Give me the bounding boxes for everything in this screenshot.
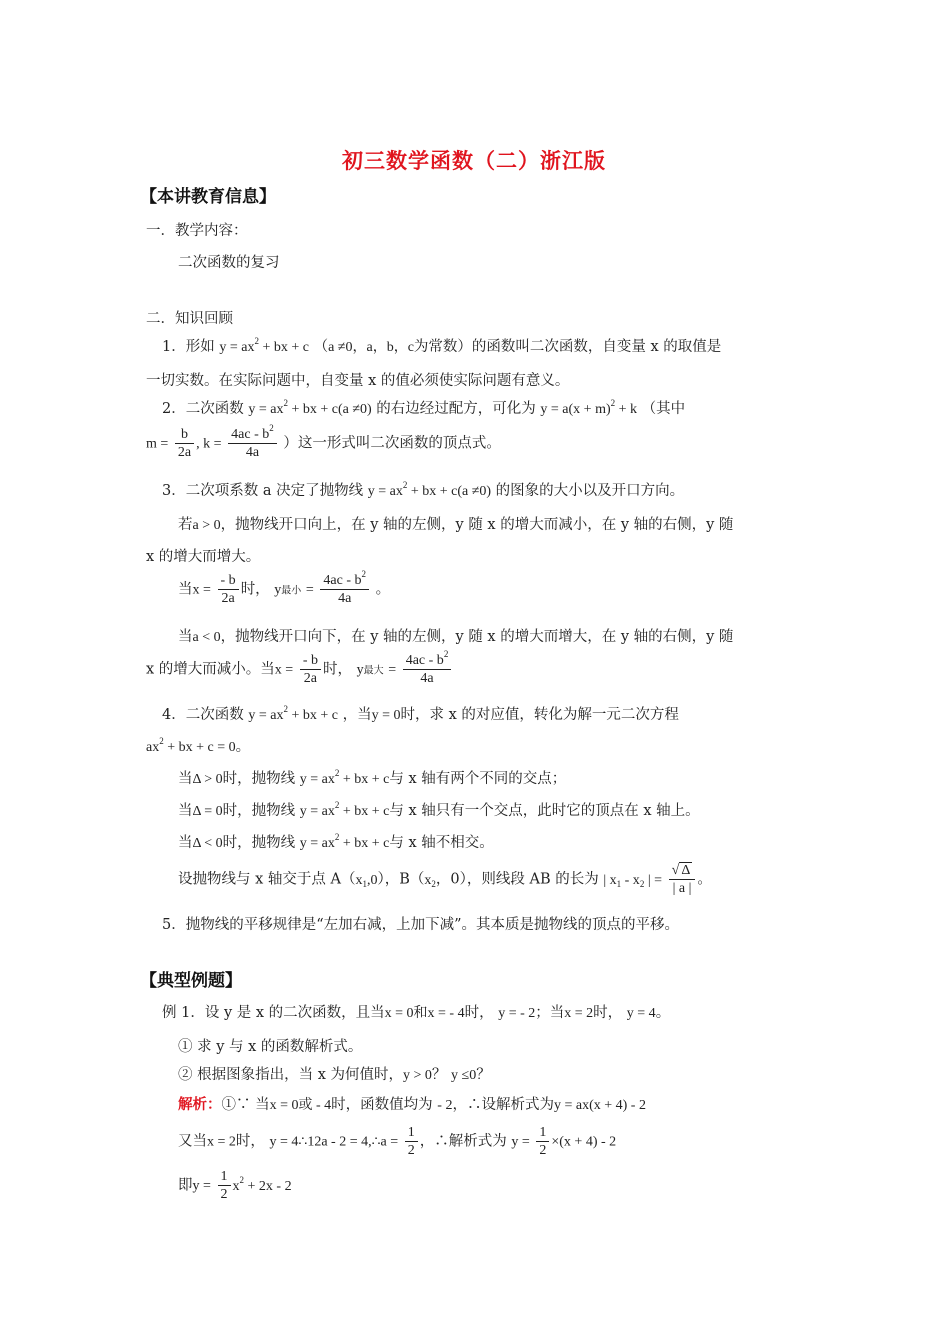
solution-line-1: 解析：①∵ 当x = 0或 - 4时，函数值均为 - 2，∴设解析式为y = ax(x + 4) - 2: [178, 1096, 646, 1113]
item-3-line-4: 当x = $\frac{- b}{2a}$ 时， y最小 = $\frac{4ac - b^2}{4a}$ 。: [178, 569, 391, 606]
content-text: 二次函数的复习: [178, 255, 280, 271]
fraction-one-half: $\frac{1}{2}$: [405, 1124, 418, 1159]
fraction-one-half-3: $\frac{1}{2}$: [218, 1168, 231, 1203]
example-1-question-2: ② 根据图象指出，当 x 为何值时，y > 0？ y ≤0？: [178, 1067, 491, 1083]
fraction-k: $\frac{4ac - b^2}{4a}$: [228, 426, 277, 461]
solution-line-2: 又当x = 2时， y = 4∴12a - 2 = 4,∴a = $\frac{1}{2}$ ，∴解析式为 y = $\frac{1}{2}$ ×(x + 4) - 2: [178, 1125, 617, 1158]
example-1-question-1: ① 求 y 与 x 的函数解析式。: [178, 1039, 363, 1055]
item-4-line-3: 当Δ > 0时，抛物线 $y = ax^2$ + bx + c与 x 轴有两个不同的交点；: [178, 768, 567, 787]
content-label: 一．教学内容：: [146, 223, 248, 239]
item-1-line-1: 1．形如 $y = ax^2$ + bx + c （a ≠0，a，b，c为常数）的函数叫二次函数，自变量 x 的取值是: [162, 336, 722, 355]
item-1-line-2: 一切实数。在实际问题中，自变量 x 的值必须使实际问题有意义。: [146, 373, 570, 389]
item-4-line-5: 当Δ < 0时，抛物线 $y = ax^2$ + bx + c与 x 轴不相交。: [178, 832, 494, 851]
item-2-line-1: 2．二次函数 $y = ax^2$ + bx + c(a ≠0) 的右边经过配方，可化为 $y = a(x + m)^2 + k$ （其中: [162, 398, 686, 417]
fraction-b-2a: $\frac{b}{2a}$: [175, 426, 194, 461]
section-heading-info: 【本讲教育信息】: [140, 187, 276, 207]
item-4-line-6: 设抛物线与 x 轴交于点 $A(x_1,0)$，$B(x_2$，0），则线段 AB 的长为 | $x_1 - x_2$ | = $\frac{√ \Delta}{| a |}$ 。: [178, 863, 712, 896]
review-label: 二．知识回顾: [146, 311, 233, 327]
fraction-y-min: $\frac{4ac - b^2}{4a}$: [320, 572, 369, 607]
item-2-line-2: m = $\frac{b}{2a}$ , k = $\frac{4ac - b^2}{4a}$ ）这一形式叫二次函数的顶点式。: [146, 423, 501, 460]
section-heading-examples: 【典型例题】: [140, 971, 242, 991]
item-4-line-4: 当Δ = 0时，抛物线 $y = ax^2$ + bx + c与 x 轴只有一个交点，此时它的顶点在 x 轴上。: [178, 800, 700, 819]
item-3-line-5: 当a < 0，抛物线开口向下，在 y 轴的左侧，y 随 x 的增大而增大，在 y 轴的右侧，y 随: [178, 629, 734, 645]
fraction-neg-b-2a: $\frac{- b}{2a}$: [218, 572, 239, 607]
item-5: 5．抛物线的平移规律是“左加右减，上加下减”。其本质是抛物线的顶点的平移。: [162, 917, 680, 933]
solution-line-3: 即y = $\frac{1}{2}$ $x^2 + 2x - 2$: [178, 1169, 292, 1202]
item-3-line-3: x 的增大而增大。: [146, 549, 261, 565]
fraction-ab-length: $\frac{√ \Delta}{| a |}$: [669, 862, 696, 897]
item-4-line-1: 4．二次函数 $y = ax^2$ + bx + c ，当y = 0时，求 x 的对应值，转化为解一元二次方程: [162, 704, 679, 723]
item-3-line-2: 若a > 0，抛物线开口向上，在 y 轴的左侧，y 随 x 的增大而减小，在 y 轴的右侧，y 随: [178, 517, 734, 533]
fraction-y-max: $\frac{4ac - b^2}{4a}$: [403, 652, 452, 687]
example-1-statement: 例 1．设 y 是 x 的二次函数，且当x = 0和x = - 4时， y = - 2；当x = 2时， y = 4。: [162, 1005, 671, 1021]
fraction-one-half-2: $\frac{1}{2}$: [536, 1124, 549, 1159]
item-3-line-6: x 的增大而减小。当x = $\frac{- b}{2a}$ 时， y最大 = $\frac{4ac - b^2}{4a}$: [146, 652, 453, 687]
item-3-line-1: 3．二次项系数 a 决定了抛物线 $y = ax^2$ + bx + c(a ≠0) 的图象的大小以及开口方向。: [162, 480, 685, 499]
fraction-neg-b-2a-2: $\frac{- b}{2a}$: [300, 652, 321, 687]
document-title: 初三数学函数（二）浙江版: [342, 148, 606, 173]
item-4-line-2: $ax^2$ + bx + c = 0。: [146, 736, 251, 755]
